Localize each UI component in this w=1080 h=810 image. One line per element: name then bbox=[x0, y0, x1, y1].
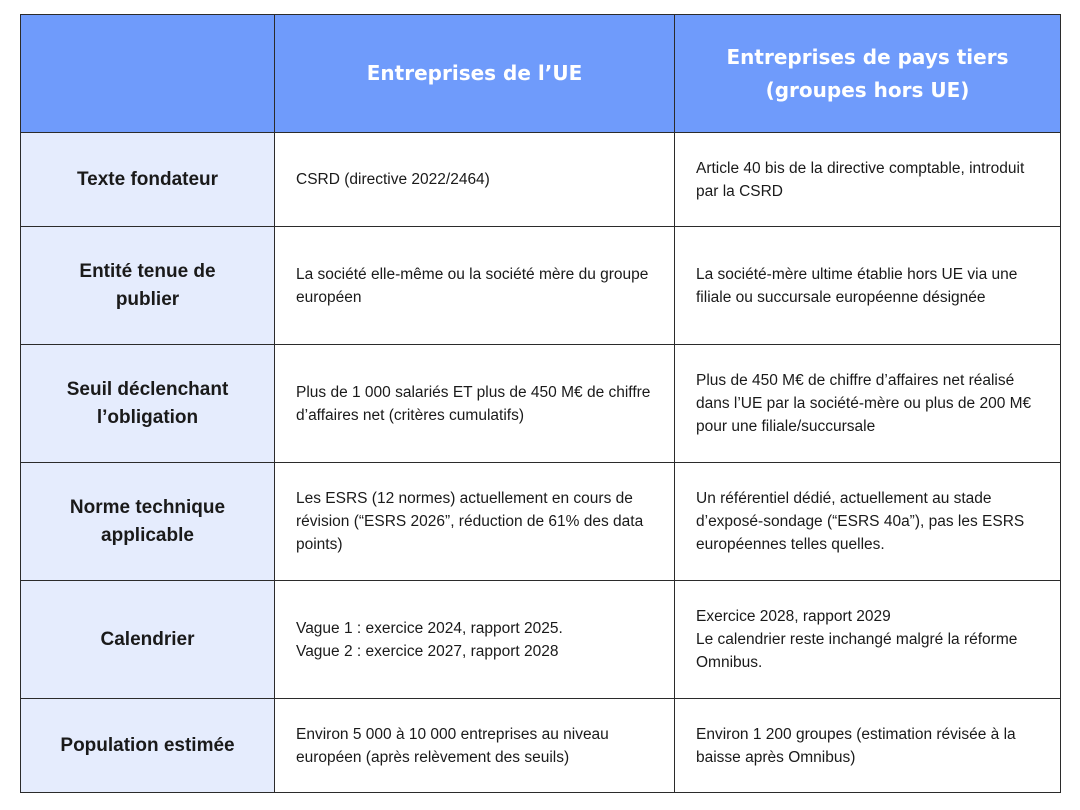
row-label: Calendrier bbox=[21, 581, 275, 699]
table-row bbox=[21, 345, 1061, 463]
header-corner-cell bbox=[21, 15, 275, 133]
row-label: Population estimée bbox=[21, 699, 275, 793]
comparison-table bbox=[20, 14, 1061, 793]
header-third-country-companies bbox=[675, 15, 1061, 133]
eu-cell-line: Vague 1 : exercice 2024, rapport 2025. bbox=[296, 619, 563, 637]
header-eu-companies: Entreprises de l’UE bbox=[275, 15, 675, 133]
eu-cell-line: Vague 2 : exercice 2027, rapport 2028 bbox=[296, 642, 559, 660]
table-row bbox=[21, 699, 1061, 793]
eu-cell: Les ESRS (12 normes) actuellement en cours de révision (“ESRS 2026”, réduction de 61% des data points) bbox=[275, 463, 675, 581]
table-header-row bbox=[21, 15, 1061, 133]
third-country-cell: Environ 1 200 groupes (estimation révisée à la baisse après Omnibus) bbox=[675, 699, 1061, 793]
table-row bbox=[21, 227, 1061, 345]
third-cell-line: Exercice 2028, rapport 2029 bbox=[696, 608, 891, 625]
table-row bbox=[21, 463, 1061, 581]
third-country-cell: Un référentiel dédié, actuellement au stade d’exposé-sondage (“ESRS 40a”), pas les ESRS européennes telles quelles. bbox=[675, 463, 1061, 581]
third-cell-line: Le calendrier reste inchangé malgré la réforme Omnibus. bbox=[696, 631, 1018, 671]
third-country-cell bbox=[675, 581, 1061, 699]
row-label: Norme technique applicable bbox=[21, 463, 275, 581]
table-row bbox=[21, 133, 1061, 227]
third-country-cell: Article 40 bis de la directive comptable, introduit par la CSRD bbox=[675, 133, 1061, 227]
third-country-cell: Plus de 450 M€ de chiffre d’affaires net réalisé dans l’UE par la société-mère ou plus de 200 M€ pour une filiale/succursale bbox=[675, 345, 1061, 463]
row-label: Texte fondateur bbox=[21, 133, 275, 227]
table-row bbox=[21, 581, 1061, 699]
eu-cell: Environ 5 000 à 10 000 entreprises au niveau européen (après relèvement des seuils) bbox=[275, 699, 675, 793]
header-third-line1: Entreprises de pays tiers bbox=[726, 44, 1009, 69]
eu-cell: CSRD (directive 2022/2464) bbox=[275, 133, 675, 227]
header-third-line2: (groupes hors UE) bbox=[765, 77, 970, 102]
eu-cell: Plus de 1 000 salariés ET plus de 450 M€ de chiffre d’affaires net (critères cumulatifs) bbox=[275, 345, 675, 463]
third-country-cell: La société-mère ultime établie hors UE via une filiale ou succursale européenne désignée bbox=[675, 227, 1061, 345]
eu-cell bbox=[275, 581, 675, 699]
row-label: Entité tenue de publier bbox=[21, 227, 275, 345]
eu-cell: La société elle-même ou la société mère du groupe européen bbox=[275, 227, 675, 345]
row-label: Seuil déclenchant l’obligation bbox=[21, 345, 275, 463]
